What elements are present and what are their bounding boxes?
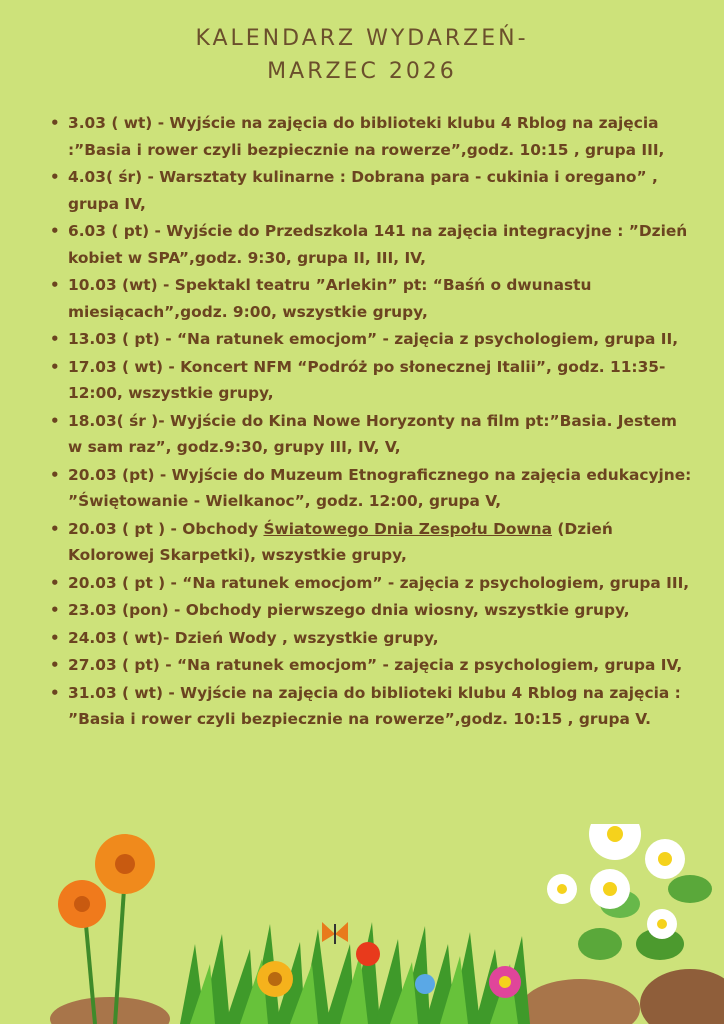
bullet-icon: • [50, 573, 60, 592]
event-item [46, 272, 696, 325]
event-item [46, 680, 696, 733]
butterfly-icon [322, 922, 348, 944]
bullet-icon: • [50, 683, 60, 702]
bullet-icon: • [50, 114, 60, 132]
event-text: 13.03 ( pt) - “Na ratunek emocjom” - zajęcia z psychologiem, grupa II, [68, 330, 679, 348]
event-text: 20.03 (pt) - Wyjście do Muzeum Etnograficznego na zajęcia edukacyjne: ”Świętowanie - Wielkanoc”, godz. 12:00, grupa V, [68, 465, 692, 510]
page-title [0, 22, 724, 88]
bullet-icon: • [50, 656, 60, 674]
bullet-icon: • [50, 168, 60, 186]
event-text: 3.03 ( wt) - Wyjście na zajęcia do biblioteki klubu 4 Rblog na zajęcia :”Basia i rower czyli bezpiecznie na rowerze”,godz. 10:15 , grupa III, [68, 114, 665, 159]
event-item [46, 218, 696, 271]
bullet-icon: • [50, 330, 60, 348]
event-text: 20.03 ( pt ) - “Na ratunek emocjom” - zajęcia z psychologiem, grupa III, [68, 573, 690, 592]
event-text: 17.03 ( wt) - Koncert NFM “Podróż po słonecznej Italii”, godz. 11:35-12:00, wszystkie grupy, [68, 357, 666, 402]
event-item [46, 462, 696, 515]
event-text: 18.03( śr )- Wyjście do Kina Nowe Horyzonty na film pt:”Basia. Jestem w sam raz”, godz.9:30, grupy III, IV, V, [68, 411, 677, 456]
bullet-icon: • [50, 276, 60, 294]
event-item [46, 570, 696, 597]
event-text-underlined: Światowego Dnia Zespołu Downa [263, 519, 553, 538]
garden-illustration [0, 824, 724, 1024]
bullet-icon: • [50, 601, 60, 619]
event-text-before: 20.03 ( pt ) - Obchody [68, 519, 264, 538]
event-item [46, 408, 696, 461]
event-item [46, 326, 696, 353]
event-text-after: (Dzień Kolorowej Skarpetki), wszystkie grupy, [68, 519, 613, 564]
event-item [46, 354, 696, 407]
event-item [46, 164, 696, 217]
event-text: 27.03 ( pt) - “Na ratunek emocjom” - zajęcia z psychologiem, grupa IV, [68, 656, 683, 674]
event-item [46, 110, 696, 163]
events-list [46, 110, 696, 734]
event-text: 10.03 (wt) - Spektakl teatru ”Arlekin” pt: “Baśń o dwunastu miesiącach”,godz. 9:00, wszystkie grupy, [68, 276, 592, 321]
event-text: 23.03 (pon) - Obchody pierwszego dnia wiosny, wszystkie grupy, [68, 601, 630, 619]
daisies-right [547, 824, 712, 960]
bullet-icon: • [50, 519, 60, 538]
event-item [46, 516, 696, 569]
title-line-2: MARZEC 2026 [267, 59, 457, 84]
event-item [46, 597, 696, 624]
bullet-icon: • [50, 222, 60, 240]
event-item [46, 652, 696, 679]
event-text: 4.03( śr) - Warsztaty kulinarne : Dobrana para - cukinia i oregano” , grupa IV, [68, 168, 658, 213]
orange-flower-left [58, 834, 155, 1024]
event-item [46, 625, 696, 652]
event-text: 6.03 ( pt) - Wyjście do Przedszkola 141 na zajęcia integracyjne : ”Dzień kobiet w SPA”,godz. 9:30, grupa II, III, IV, [68, 222, 688, 267]
event-text: 24.03 ( wt)- Dzień Wody , wszystkie grupy, [68, 628, 439, 647]
bullet-icon: • [50, 357, 60, 376]
bullet-icon: • [50, 411, 60, 430]
bullet-icon: • [50, 465, 60, 484]
bullet-icon: • [50, 628, 60, 647]
title-line-1: KALENDARZ WYDARZEŃ- [195, 26, 529, 51]
event-text: 31.03 ( wt) - Wyjście na zajęcia do biblioteki klubu 4 Rblog na zajęcia : ”Basia i rower czyli bezpiecznie na rowerze”,godz. 10:15 , grupa V. [68, 683, 681, 728]
